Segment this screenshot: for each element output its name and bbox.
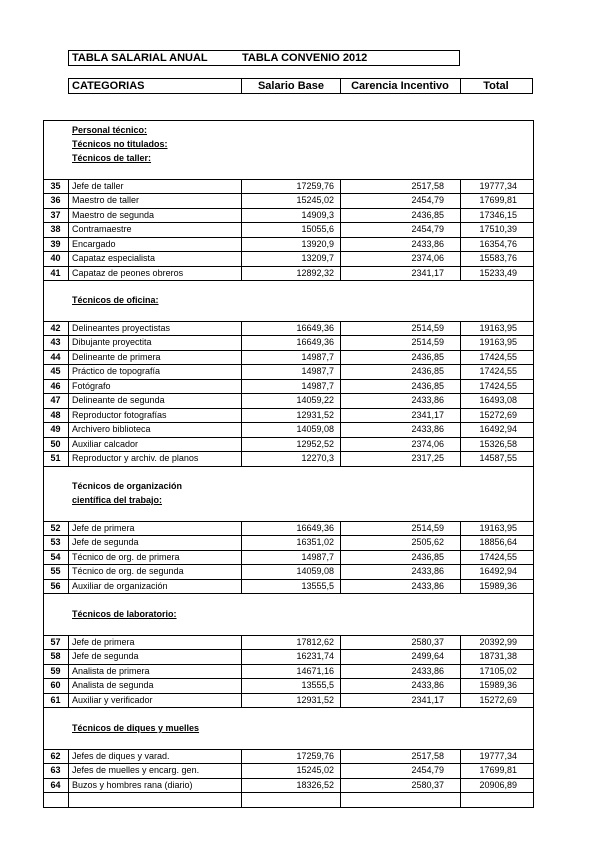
row-salario-base: 14059,08 — [296, 424, 334, 434]
table-row — [43, 565, 533, 578]
row-carencia-incentivo: 2514,59 — [411, 323, 444, 333]
table-row — [43, 238, 533, 251]
row-carencia-incentivo: 2433,86 — [411, 566, 444, 576]
row-carencia-incentivo: 2433,86 — [411, 666, 444, 676]
title-left: TABLA SALARIAL ANUAL — [72, 52, 208, 64]
row-number: 42 — [50, 323, 61, 333]
col-total: Total — [483, 80, 509, 92]
section-organizacion-1: Técnicos de organización — [72, 481, 183, 491]
table-row — [43, 322, 533, 335]
row-carencia-incentivo: 2341,17 — [411, 410, 444, 420]
row-total: 16492,94 — [479, 424, 517, 434]
row-number: 51 — [50, 453, 61, 463]
row-number: 61 — [50, 695, 61, 705]
row-carencia-incentivo: 2517,58 — [411, 751, 444, 761]
row-category: Reproductor y archiv. de planos — [72, 453, 199, 463]
row-category: Contramaestre — [72, 224, 132, 234]
table-row — [43, 764, 533, 777]
row-total: 20906,89 — [479, 780, 517, 790]
row-category: Técnico de org. de primera — [72, 552, 180, 562]
row-salario-base: 12952,52 — [296, 439, 334, 449]
row-carencia-incentivo: 2436,85 — [411, 366, 444, 376]
row-total: 18731,38 — [479, 651, 517, 661]
row-number: 46 — [50, 381, 61, 391]
row-number: 53 — [50, 537, 61, 547]
row-carencia-incentivo: 2433,86 — [411, 395, 444, 405]
row-salario-base: 17259,76 — [296, 751, 334, 761]
row-category: Fotógrafo — [72, 381, 111, 391]
row-salario-base: 12931,52 — [296, 695, 334, 705]
table-row — [43, 252, 533, 265]
row-rule — [43, 707, 533, 708]
table-row — [43, 223, 533, 236]
row-number: 56 — [50, 581, 61, 591]
row-carencia-incentivo: 2436,85 — [411, 352, 444, 362]
row-category: Encargado — [72, 239, 116, 249]
row-category: Delineante de primera — [72, 352, 161, 362]
row-carencia-incentivo: 2580,37 — [411, 637, 444, 647]
row-carencia-incentivo: 2436,85 — [411, 552, 444, 562]
row-salario-base: 15245,02 — [296, 765, 334, 775]
col-carencia-incentivo: Carencia Incentivo — [351, 80, 449, 92]
table-row — [43, 180, 533, 193]
row-salario-base: 17812,62 — [296, 637, 334, 647]
section-taller: Técnicos de taller: — [72, 153, 152, 163]
table-row — [43, 394, 533, 407]
row-number: 44 — [50, 352, 61, 362]
row-category: Auxiliar calcador — [72, 439, 139, 449]
row-carencia-incentivo: 2433,86 — [411, 239, 444, 249]
row-category: Auxiliar y verificador — [72, 695, 153, 705]
row-total: 15989,36 — [479, 581, 517, 591]
row-total: 20392,99 — [479, 637, 517, 647]
row-number: 60 — [50, 680, 61, 690]
row-salario-base: 14987,7 — [301, 381, 334, 391]
row-rule — [43, 593, 533, 594]
row-salario-base: 16649,36 — [296, 323, 334, 333]
table-row — [43, 409, 533, 422]
row-number: 49 — [50, 424, 61, 434]
row-salario-base: 16649,36 — [296, 523, 334, 533]
row-carencia-incentivo: 2499,64 — [411, 651, 444, 661]
row-number: 63 — [50, 765, 61, 775]
col-salario-base: Salario Base — [257, 80, 325, 92]
row-carencia-incentivo: 2454,79 — [411, 195, 444, 205]
row-carencia-incentivo: 2436,85 — [411, 381, 444, 391]
row-carencia-incentivo: 2374,06 — [411, 253, 444, 263]
row-number: 45 — [50, 366, 61, 376]
row-salario-base: 14059,22 — [296, 395, 334, 405]
row-number: 64 — [50, 780, 61, 790]
row-category: Jefes de diques y varad. — [72, 751, 170, 761]
row-total: 15272,69 — [479, 695, 517, 705]
row-category: Jefes de muelles y encarg. gen. — [72, 765, 200, 775]
row-number: 37 — [50, 210, 61, 220]
row-category: Maestro de taller — [72, 195, 140, 205]
row-total: 17424,55 — [479, 366, 517, 376]
row-category: Práctico de topografía — [72, 366, 161, 376]
row-category: Reproductor fotografías — [72, 410, 167, 420]
section-laboratorio: Técnicos de laboratorio: — [72, 609, 177, 619]
section-no-titulados: Técnicos no titulados: — [72, 139, 168, 149]
row-salario-base: 18326,52 — [296, 780, 334, 790]
row-carencia-incentivo: 2514,59 — [411, 523, 444, 533]
row-carencia-incentivo: 2514,59 — [411, 337, 444, 347]
table-row — [43, 194, 533, 207]
row-salario-base: 16649,36 — [296, 337, 334, 347]
row-carencia-incentivo: 2433,86 — [411, 581, 444, 591]
table-right-rule — [533, 120, 534, 808]
row-category: Jefe de primera — [72, 637, 135, 647]
row-salario-base: 13555,5 — [301, 581, 334, 591]
row-salario-base: 14987,7 — [301, 366, 334, 376]
section-diques: Técnicos de diques y muelles — [72, 723, 200, 733]
column-rule — [340, 792, 341, 807]
row-carencia-incentivo: 2341,17 — [411, 695, 444, 705]
row-category: Jefe de taller — [72, 181, 124, 191]
row-total: 19777,34 — [479, 751, 517, 761]
row-category: Jefe de segunda — [72, 537, 139, 547]
row-number: 55 — [50, 566, 61, 576]
column-rule — [460, 792, 461, 807]
table-row — [43, 536, 533, 549]
row-salario-base: 13920,9 — [301, 239, 334, 249]
row-category: Jefe de primera — [72, 523, 135, 533]
row-total: 17699,81 — [479, 195, 517, 205]
table-row — [43, 665, 533, 678]
row-total: 16492,94 — [479, 566, 517, 576]
title-right: TABLA CONVENIO 2012 — [242, 52, 368, 64]
row-number: 59 — [50, 666, 61, 676]
row-total: 15583,76 — [479, 253, 517, 263]
column-rule — [241, 792, 242, 807]
row-number: 57 — [50, 637, 61, 647]
column-rule — [68, 792, 69, 807]
row-salario-base: 12270,3 — [301, 453, 334, 463]
table-row — [43, 750, 533, 763]
row-rule — [43, 466, 533, 467]
row-category: Dibujante proyectita — [72, 337, 152, 347]
row-total: 17424,55 — [479, 352, 517, 362]
table-row — [43, 423, 533, 436]
row-category: Maestro de segunda — [72, 210, 155, 220]
row-total: 17510,39 — [479, 224, 517, 234]
row-carencia-incentivo: 2433,86 — [411, 424, 444, 434]
row-total: 19163,95 — [479, 523, 517, 533]
row-number: 58 — [50, 651, 61, 661]
row-total: 15989,36 — [479, 680, 517, 690]
row-category: Archivero biblioteca — [72, 424, 151, 434]
table-row — [43, 452, 533, 465]
table-row — [43, 679, 533, 692]
table-row — [43, 351, 533, 364]
row-total: 19163,95 — [479, 337, 517, 347]
table-row — [43, 694, 533, 707]
row-number: 62 — [50, 751, 61, 761]
row-category: Analista de segunda — [72, 680, 154, 690]
row-total: 17105,02 — [479, 666, 517, 676]
section-personal-tecnico: Personal técnico: — [72, 125, 148, 135]
row-salario-base: 12892,32 — [296, 268, 334, 278]
table-row — [43, 336, 533, 349]
row-carencia-incentivo: 2436,85 — [411, 210, 444, 220]
row-rule — [43, 280, 533, 281]
row-number: 41 — [50, 268, 61, 278]
table-row — [43, 380, 533, 393]
row-category: Analista de primera — [72, 666, 150, 676]
table-row — [43, 779, 533, 792]
table-bottom-rule — [43, 807, 533, 808]
row-total: 14587,55 — [479, 453, 517, 463]
table-row — [43, 551, 533, 564]
row-total: 15272,69 — [479, 410, 517, 420]
table-row — [43, 636, 533, 649]
row-total: 15233,49 — [479, 268, 517, 278]
row-carencia-incentivo: 2341,17 — [411, 268, 444, 278]
table-row — [43, 522, 533, 535]
table-row — [43, 650, 533, 663]
row-total: 18856,64 — [479, 537, 517, 547]
row-number: 52 — [50, 523, 61, 533]
row-carencia-incentivo: 2317,25 — [411, 453, 444, 463]
row-salario-base: 13555,5 — [301, 680, 334, 690]
row-salario-base: 14909,3 — [301, 210, 334, 220]
row-total: 16493,08 — [479, 395, 517, 405]
row-category: Técnico de org. de segunda — [72, 566, 184, 576]
row-salario-base: 15055,6 — [301, 224, 334, 234]
row-total: 17346,15 — [479, 210, 517, 220]
row-number: 38 — [50, 224, 61, 234]
row-total: 16354,76 — [479, 239, 517, 249]
row-salario-base: 14671,16 — [296, 666, 334, 676]
row-number: 48 — [50, 410, 61, 420]
row-carencia-incentivo: 2374,06 — [411, 439, 444, 449]
row-number: 43 — [50, 337, 61, 347]
row-category: Capataz de peones obreros — [72, 268, 184, 278]
row-number: 35 — [50, 181, 61, 191]
table-row — [43, 209, 533, 222]
row-carencia-incentivo: 2517,58 — [411, 181, 444, 191]
row-salario-base: 14987,7 — [301, 552, 334, 562]
row-number: 39 — [50, 239, 61, 249]
row-carencia-incentivo: 2454,79 — [411, 224, 444, 234]
row-number: 40 — [50, 253, 61, 263]
row-category: Capataz especialista — [72, 253, 156, 263]
row-salario-base: 14059,08 — [296, 566, 334, 576]
row-category: Buzos y hombres rana (diario) — [72, 780, 193, 790]
row-salario-base: 16231,74 — [296, 651, 334, 661]
table-row — [43, 365, 533, 378]
row-carencia-incentivo: 2580,37 — [411, 780, 444, 790]
table-row — [43, 438, 533, 451]
row-salario-base: 12931,52 — [296, 410, 334, 420]
row-carencia-incentivo: 2433,86 — [411, 680, 444, 690]
row-category: Jefe de segunda — [72, 651, 139, 661]
section-organizacion-2: científica del trabajo: — [72, 495, 163, 505]
row-salario-base: 14987,7 — [301, 352, 334, 362]
row-salario-base: 16351,02 — [296, 537, 334, 547]
row-category: Delineantes proyectistas — [72, 323, 171, 333]
row-total: 19163,95 — [479, 323, 517, 333]
row-number: 47 — [50, 395, 61, 405]
col-categorias: CATEGORIAS — [72, 80, 145, 92]
row-total: 17424,55 — [479, 552, 517, 562]
row-number: 36 — [50, 195, 61, 205]
row-salario-base: 13209,7 — [301, 253, 334, 263]
row-salario-base: 17259,76 — [296, 181, 334, 191]
row-category: Delineante de segunda — [72, 395, 165, 405]
row-total: 17699,81 — [479, 765, 517, 775]
row-number: 54 — [50, 552, 61, 562]
row-total: 19777,34 — [479, 181, 517, 191]
row-salario-base: 15245,02 — [296, 195, 334, 205]
row-category: Auxiliar de organización — [72, 581, 168, 591]
row-carencia-incentivo: 2454,79 — [411, 765, 444, 775]
row-total: 15326,58 — [479, 439, 517, 449]
table-top-rule — [43, 120, 533, 121]
row-carencia-incentivo: 2505,62 — [411, 537, 444, 547]
row-number: 50 — [50, 439, 61, 449]
table-row — [43, 267, 533, 280]
table-row — [43, 580, 533, 593]
row-total: 17424,55 — [479, 381, 517, 391]
section-oficina: Técnicos de oficina: — [72, 295, 159, 305]
